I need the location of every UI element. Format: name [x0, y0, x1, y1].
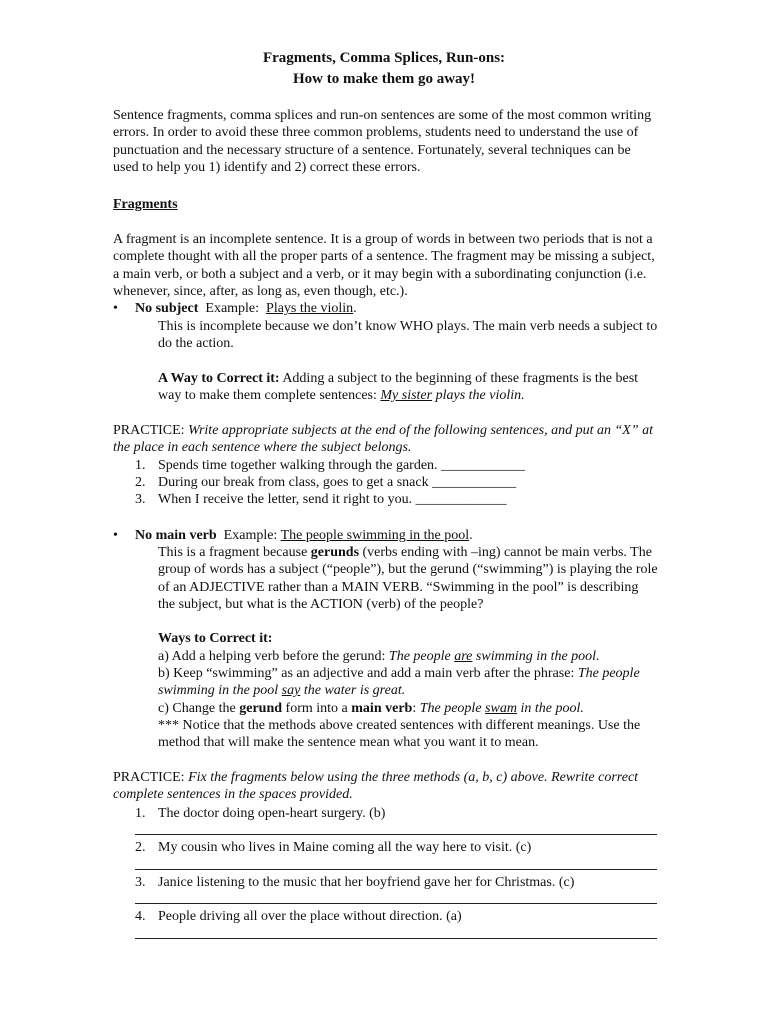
practice-2-text: Fix the fragments below using the three methods (a, b, c) above. Rewrite correct complete sentences in the spaces provided. [113, 770, 639, 803]
way-b-prefix: b) Keep “swimming” as an adjective and add a main verb after the phrase: [158, 666, 575, 681]
answer-line-4[interactable] [135, 938, 657, 939]
no-subject-explanation: This is incomplete because we don’t know WHO plays. The main verb needs a subject to do the action. [158, 319, 658, 352]
correct-text: Adding a subject to the beginning of these fragments is the best way to make them complete sentences: [158, 371, 639, 404]
way-b-ex2: the water is great. [303, 683, 406, 699]
practice-2-num-1: 1. [135, 806, 146, 821]
no-subject-period: . [353, 301, 357, 316]
way-c-gerund: gerund [239, 701, 283, 716]
way-a-ex1: The people [388, 649, 451, 664]
practice-1-item-1: Spends time together walking through the garden. ____________ [158, 458, 526, 473]
practice-1-num-1: 1. [135, 458, 146, 473]
no-main-verb-label: No main verb [135, 528, 217, 543]
no-main-verb-period: . [469, 528, 473, 543]
no-subject-line [135, 300, 665, 317]
ways-to-correct-heading: Ways to Correct it: [158, 631, 273, 646]
fragments-definition: A fragment is an incomplete sentence. It is a group of words in between two periods that is not a complete thought with all the proper parts of a sentence. The fragment may be missing a subject, a main verb, or both a subject and a verb, or it may begin with a subordinating conjunction (i.e. whenever, since, after, as long as, even though, etc.). [113, 232, 655, 299]
bullet-no-main-verb: • [113, 528, 118, 543]
way-c [158, 700, 658, 717]
exp-a: This is a fragment because [158, 545, 308, 560]
way-c-ex2: in the pool. [520, 701, 584, 716]
fragments-heading: Fragments [113, 197, 178, 212]
correct-rest: plays the violin. [435, 388, 525, 404]
way-a-ex2: swimming in the pool. [475, 649, 600, 664]
no-subject-example: Plays the violin [266, 301, 354, 316]
way-c-main: main verb [351, 701, 413, 716]
practice-2-item-2: My cousin who lives in Maine coming all the way here to visit. (c) [158, 840, 532, 855]
answer-line-3[interactable] [135, 903, 657, 904]
bullet-no-subject: • [113, 301, 118, 316]
notice-text: *** Notice that the methods above created sentences with different meanings. Use the method that will make the sentence mean what you want it to mean. [158, 718, 641, 751]
way-c-mid: form into a [285, 701, 348, 716]
way-a-prefix: a) Add a helping verb before the gerund: [158, 649, 386, 664]
practice-2-num-3: 3. [135, 875, 146, 890]
no-main-verb-line [135, 527, 665, 544]
no-main-verb-example-label: Example: [223, 528, 278, 543]
way-c-verb: swam [485, 701, 517, 716]
way-c-prefix: c) Change the [158, 701, 236, 716]
practice-2-item-4: People driving all over the place without direction. (a) [158, 909, 462, 924]
exp-gerunds: gerunds [310, 545, 360, 560]
practice-1-instruction [113, 422, 658, 457]
no-main-verb-example: The people swimming in the pool [280, 528, 470, 543]
answer-line-1[interactable] [135, 834, 657, 835]
practice-1-item-3: When I receive the letter, send it right to you. _____________ [158, 492, 507, 507]
practice-2-num-4: 4. [135, 909, 146, 924]
answer-line-2[interactable] [135, 869, 657, 870]
practice-1-item-2: During our break from class, goes to get a snack ____________ [158, 475, 517, 490]
practice-1-num-2: 2. [135, 475, 146, 490]
way-b-verb: say [281, 683, 301, 699]
no-main-verb-explanation [158, 544, 658, 613]
practice-2-item-3: Janice listening to the music that her boyfriend gave her for Christmas. (c) [158, 875, 575, 890]
practice-1-num-3: 3. [135, 492, 146, 507]
exp-b: (verbs ending with –ing) cannot be main verbs. The group of words has a subject (“people”), but the gerund (“swimming”) is playing the role of an ADJECTIVE rather than a MAIN VERB. “Swimming in the pool” is describing the subject, but what is the ACTION (verb) of the people? [158, 545, 658, 612]
title-line-1: Fragments, Comma Splices, Run-ons: [262, 50, 506, 66]
title-line-2: How to make them go away! [292, 71, 476, 87]
way-b-ex1: The people swimming in the pool [158, 666, 640, 699]
way-a [158, 648, 658, 665]
correct-label: A Way to Correct it: [158, 371, 280, 386]
no-subject-example-label: Example: [205, 301, 260, 316]
practice-2-item-1: The doctor doing open-heart surgery. (b) [158, 806, 386, 821]
way-a-verb: are [454, 649, 473, 664]
practice-2-instruction [113, 769, 658, 804]
way-c-ex1: The people [419, 701, 482, 716]
practice-2-num-2: 2. [135, 840, 146, 855]
intro-paragraph: Sentence fragments, comma splices and run-on sentences are some of the most common writing errors. In order to avoid these three common problems, students need to understand the use of punctuation and the necessary structure of a sentence. Fortunately, several techniques can be used to help you 1) identify and 2) correct these errors. [113, 108, 652, 175]
way-b [158, 665, 658, 700]
practice-2-label: PRACTICE: [113, 770, 185, 785]
practice-1-label: PRACTICE: [113, 423, 185, 438]
no-subject-label: No subject [135, 301, 199, 316]
way-c-colon: : [412, 701, 417, 716]
no-subject-correction [158, 370, 658, 405]
correct-subject: My sister [380, 388, 433, 404]
practice-1-text: Write appropriate subjects at the end of the following sentences, and put an “X” at the place in each sentence where the subject belongs. [113, 423, 654, 456]
